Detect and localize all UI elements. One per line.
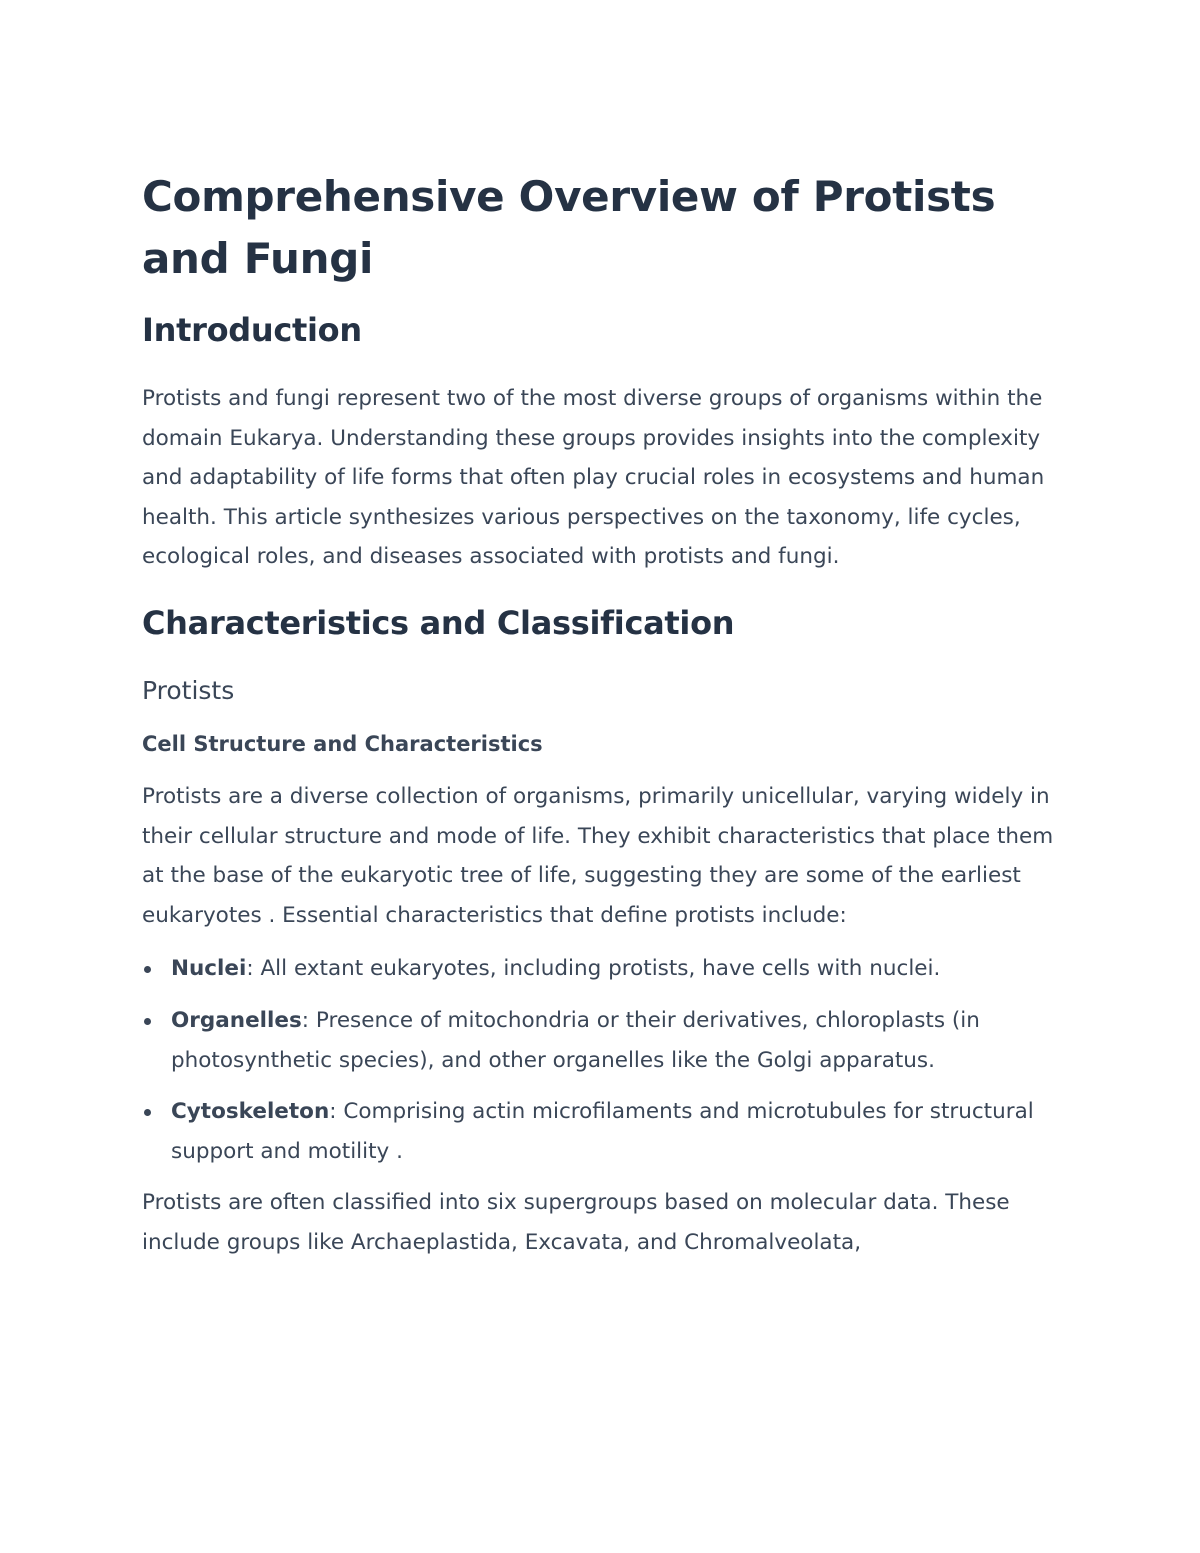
- list-item-term: Cytoskeleton: [171, 1099, 330, 1125]
- bullet-icon: [144, 1018, 151, 1025]
- bullet-icon: [144, 966, 151, 973]
- bullet-icon: [144, 1109, 151, 1116]
- supergroups-paragraph: Protists are often classified into six supergroups based on molecular data. These include groups like Archaeplastida, Excavata, and Chromalveolata,: [142, 1190, 1010, 1255]
- page-title: Comprehensive Overview of Protists and Fungi: [142, 172, 996, 283]
- list-item: [142, 949, 1062, 989]
- list-item-text: : Presence of mitochondria or their derivatives, chloroplasts (in photosynthetic species), and other organelles like the Golgi apparatus.: [171, 1007, 980, 1073]
- list-item-term: Nuclei: [171, 956, 247, 982]
- list-item-text: : All extant eukaryotes, including protists, have cells with nuclei.: [246, 956, 941, 982]
- introduction-heading: Introduction: [142, 311, 362, 349]
- document-page: [142, 166, 1062, 1263]
- introduction-paragraph: Protists and fungi represent two of the most diverse groups of organisms within the domain Eukarya. Understanding these groups provides insights into the complexity and adaptability of life forms that often play crucial roles in ecosystems and human health. This article synthesizes various perspectives on the taxonomy, life cycles, ecological roles, and diseases associated with protists and fungi.: [142, 386, 1045, 570]
- list-item: [142, 1001, 1062, 1080]
- list-item-text: : Comprising actin microfilaments and microtubules for structural support and motility .: [171, 1099, 1034, 1164]
- classification-heading: Characteristics and Classification: [142, 603, 735, 642]
- characteristics-list: [142, 949, 1062, 1171]
- list-item-term: Organelles: [171, 1007, 302, 1033]
- cell-structure-heading: Cell Structure and Characteristics: [142, 731, 543, 756]
- protists-heading: Protists: [142, 675, 235, 705]
- cell-structure-paragraph: Protists are a diverse collection of organisms, primarily unicellular, varying widely in their cellular structure and mode of life. They exhibit characteristics that place them at the base of the eukaryotic tree of life, suggesting they are some of the earliest eukaryotes . Essential characteristics that define protists include:: [142, 783, 1054, 928]
- list-item: [142, 1092, 1062, 1171]
